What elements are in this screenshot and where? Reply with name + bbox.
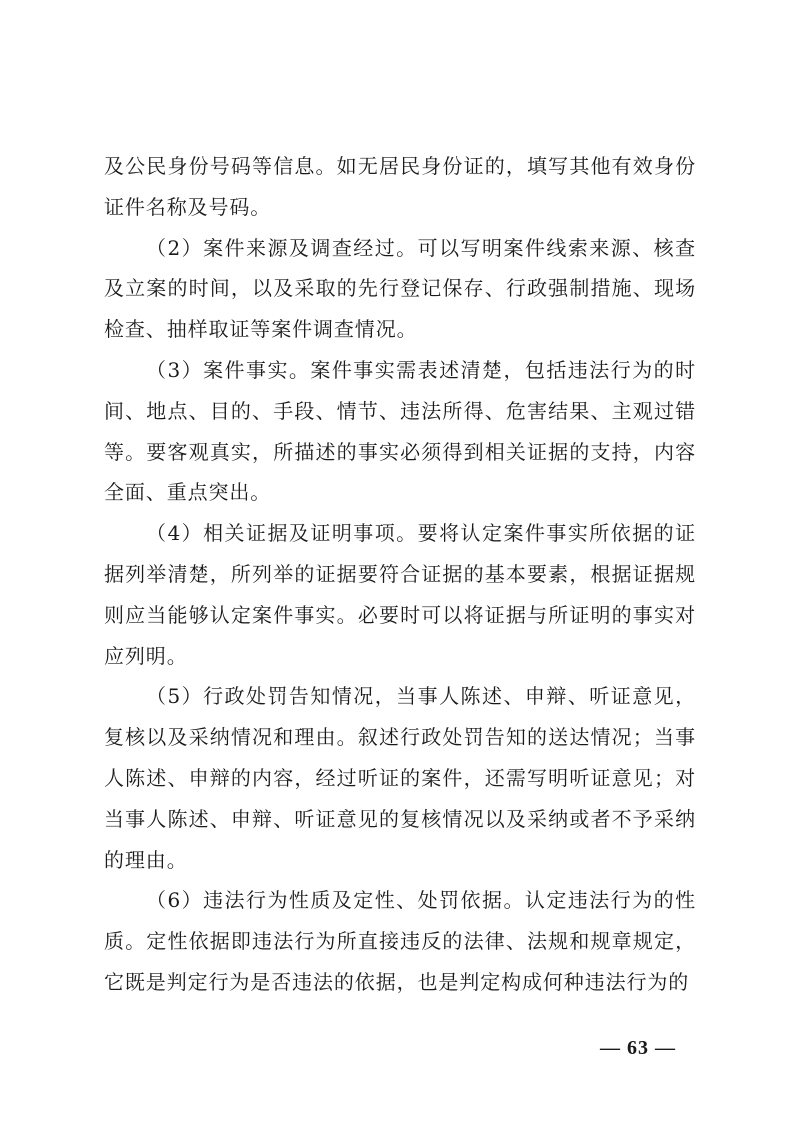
page-number: — 63 — bbox=[600, 1037, 676, 1059]
body-text bbox=[104, 146, 696, 1003]
paragraph-evidence: （4）相关证据及证明事项。要将认定案件事实所依据的证据列举清楚，所列举的证据要符合证据的基本要素，根据证据规则应当能够认定案件事实。必要时可以将证据与所证明的事实对应列明。 bbox=[104, 521, 696, 668]
paragraph-case-facts: （3）案件事实。案件事实需表述清楚，包括违法行为的时间、地点、目的、手段、情节、违法所得、危害结果、主观过错等。要客观真实，所描述的事实必须得到相关证据的支持，内容全面、重点突出。 bbox=[104, 357, 696, 505]
paragraph-penalty-notice: （5）行政处罚告知情况，当事人陈述、申辩、听证意见，复核以及采纳情况和理由。叙述行政处罚告知的送达情况；当事人陈述、申辩的内容，经过听证的案件，还需写明听证意见；对当事人陈述、申辩、听证意见的复核情况以及采纳或者不予采纳的理由。 bbox=[104, 684, 696, 872]
paragraph-id-continuation: 及公民身份号码等信息。如无居民身份证的，填写其他有效身份证件名称及号码。 bbox=[104, 154, 696, 219]
paragraph-case-source: （2）案件来源及调查经过。可以写明案件线索来源、核查及立案的时间，以及采取的先行登记保存、行政强制措施、现场检查、抽样取证等案件调查情况。 bbox=[104, 235, 696, 342]
paragraph-violation-nature: （6）违法行为性质及定性、处罚依据。认定违法行为的性质。定性依据即违法行为所直接违反的法律、法规和规章规定，它既是判定行为是否违法的依据，也是判定构成何种违法行为的 bbox=[104, 888, 696, 994]
